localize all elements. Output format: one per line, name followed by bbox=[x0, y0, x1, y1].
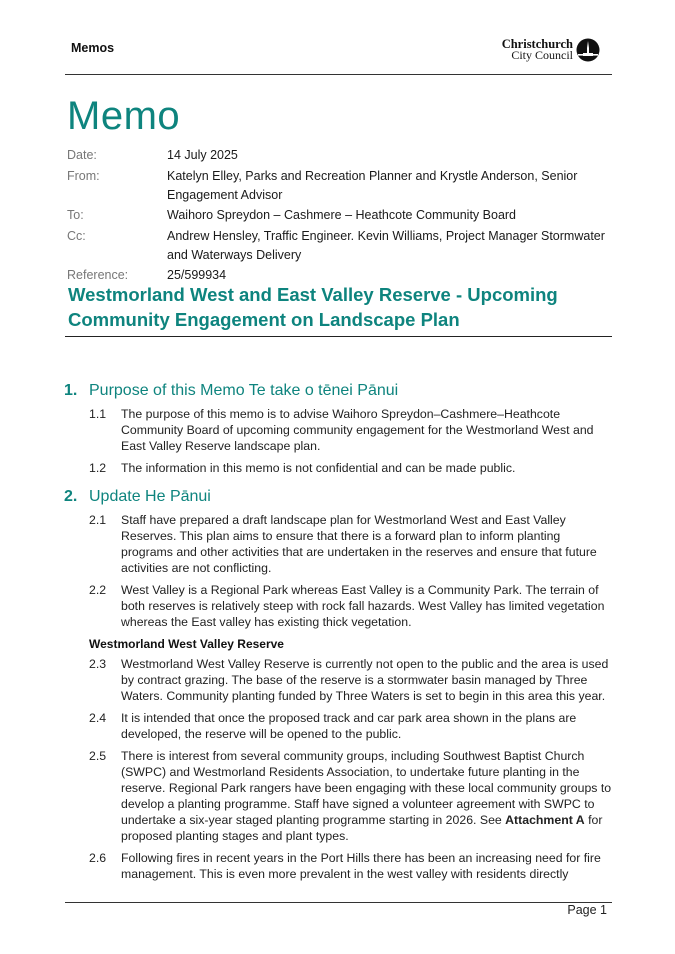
paragraph-number: 2.4 bbox=[89, 711, 107, 725]
paragraph bbox=[89, 512, 614, 576]
paragraph-number: 1.1 bbox=[89, 407, 107, 421]
section-heading bbox=[64, 486, 614, 508]
subheading: Westmorland West Valley Reserve bbox=[89, 637, 284, 651]
paragraph bbox=[89, 710, 614, 742]
paragraph-number: 1.2 bbox=[89, 461, 107, 475]
paragraph-text: Staff have prepared a draft landscape plan for Westmorland West and East Valley Reserves. This plan aims to ensure that there is a forward plan to inform planting programs and other activities that are undertaken in the reserves and ensure that future activities are not conflicting. bbox=[121, 513, 597, 575]
paragraph-number: 2.2 bbox=[89, 583, 107, 597]
paragraph-text: The purpose of this memo is to advise Waihoro Spreydon–Cashmere–Heathcote Community Board of upcoming community engagement for the Westmorland West and East Valley Reserve landscape plan. bbox=[121, 407, 594, 453]
meta-label: Date: bbox=[67, 148, 97, 162]
meta-row-cc bbox=[67, 227, 617, 265]
logo-line1: Christchurch bbox=[501, 37, 573, 51]
paragraph-number: 2.3 bbox=[89, 657, 107, 671]
paragraph-text: Westmorland West Valley Reserve is currently not open to the public and the area is used by contract grazing. The base of the reserve is a stormwater basin managed by Three Waters. Community planting funded by Three Waters is set to begin in this area this year. bbox=[121, 657, 609, 703]
page-number: Page 1 bbox=[567, 903, 607, 917]
page-footer bbox=[65, 902, 612, 917]
section-number: 2. bbox=[64, 488, 78, 505]
meta-row-date bbox=[67, 146, 617, 165]
section-title: Update He Pānui bbox=[89, 488, 211, 505]
meta-label: From: bbox=[67, 168, 100, 183]
paragraph-number: 2.1 bbox=[89, 513, 107, 527]
meta-row-to bbox=[67, 206, 617, 225]
meta-value: 14 July 2025 bbox=[167, 148, 238, 162]
paragraph bbox=[89, 656, 614, 704]
page-header bbox=[65, 38, 612, 75]
paragraph-number: 2.6 bbox=[89, 851, 107, 865]
section-title: Purpose of this Memo Te take o tēnei Pānui bbox=[89, 382, 399, 399]
paragraph bbox=[89, 582, 614, 630]
paragraph-text-part: for proposed planting stages and plant types. bbox=[121, 813, 603, 843]
memo-title: Memo bbox=[67, 94, 181, 138]
memo-body bbox=[64, 380, 614, 888]
paragraph bbox=[89, 850, 614, 882]
paragraph-text: It is intended that once the proposed track and car park area shown in the plans are developed, the reserve will be opened to the public. bbox=[121, 711, 577, 741]
section-heading bbox=[64, 380, 614, 402]
paragraph bbox=[89, 748, 614, 844]
meta-value: 25/599934 bbox=[167, 268, 227, 282]
section-number: 1. bbox=[64, 382, 78, 399]
meta-value: Waihoro Spreydon – Cashmere – Heathcote Community Board bbox=[167, 208, 517, 222]
cathedral-logo-icon bbox=[576, 38, 600, 62]
paragraph bbox=[89, 406, 614, 454]
meta-label: Reference: bbox=[67, 268, 129, 282]
memo-meta bbox=[67, 146, 617, 287]
paragraph-number: 2.5 bbox=[89, 749, 107, 763]
paragraph bbox=[89, 460, 614, 476]
meta-row-from bbox=[67, 167, 617, 205]
meta-label: To: bbox=[67, 208, 84, 222]
attachment-reference: Attachment A bbox=[505, 813, 585, 827]
meta-label: Cc: bbox=[67, 228, 86, 243]
logo-line2: City Council bbox=[511, 48, 573, 62]
council-logo bbox=[502, 38, 600, 62]
paragraph-text bbox=[121, 748, 614, 844]
subject-heading: Westmorland West and East Valley Reserve - Upcoming Community Engagement on Landscape Plan bbox=[68, 284, 558, 330]
paragraph-text-part: There is interest from several community groups, including Southwest Baptist Church (SWPC) and Westmorland Residents Association, to undertake future planting in the reserve. Regional Park rangers have been engaging with these local community groups to develop a planting programme. Staff have signed a volunteer agreement with SWPC to undertake a six-year staged planting programme starting in 2026. See bbox=[121, 749, 612, 827]
header-title: Memos bbox=[71, 41, 115, 55]
paragraph-text: Following fires in recent years in the Port Hills there has been an increasing need for fire management. This is even more prevalent in the west valley with residents directly bbox=[121, 851, 601, 881]
meta-value: Katelyn Elley, Parks and Recreation Planner and Krystle Anderson, Senior Engagement Advisor bbox=[167, 168, 578, 202]
memo-subject bbox=[65, 282, 612, 337]
paragraph-text: West Valley is a Regional Park whereas East Valley is a Community Park. The terrain of both reserves is relatively steep with rock fall hazards. West Valley has limited vegetation whereas the East valley has existing thick vegetation. bbox=[121, 583, 605, 629]
meta-value: Andrew Hensley, Traffic Engineer. Kevin Williams, Project Manager Stormwater and Waterways Delivery bbox=[167, 228, 605, 262]
paragraph-text: The information in this memo is not confidential and can be made public. bbox=[121, 461, 516, 475]
